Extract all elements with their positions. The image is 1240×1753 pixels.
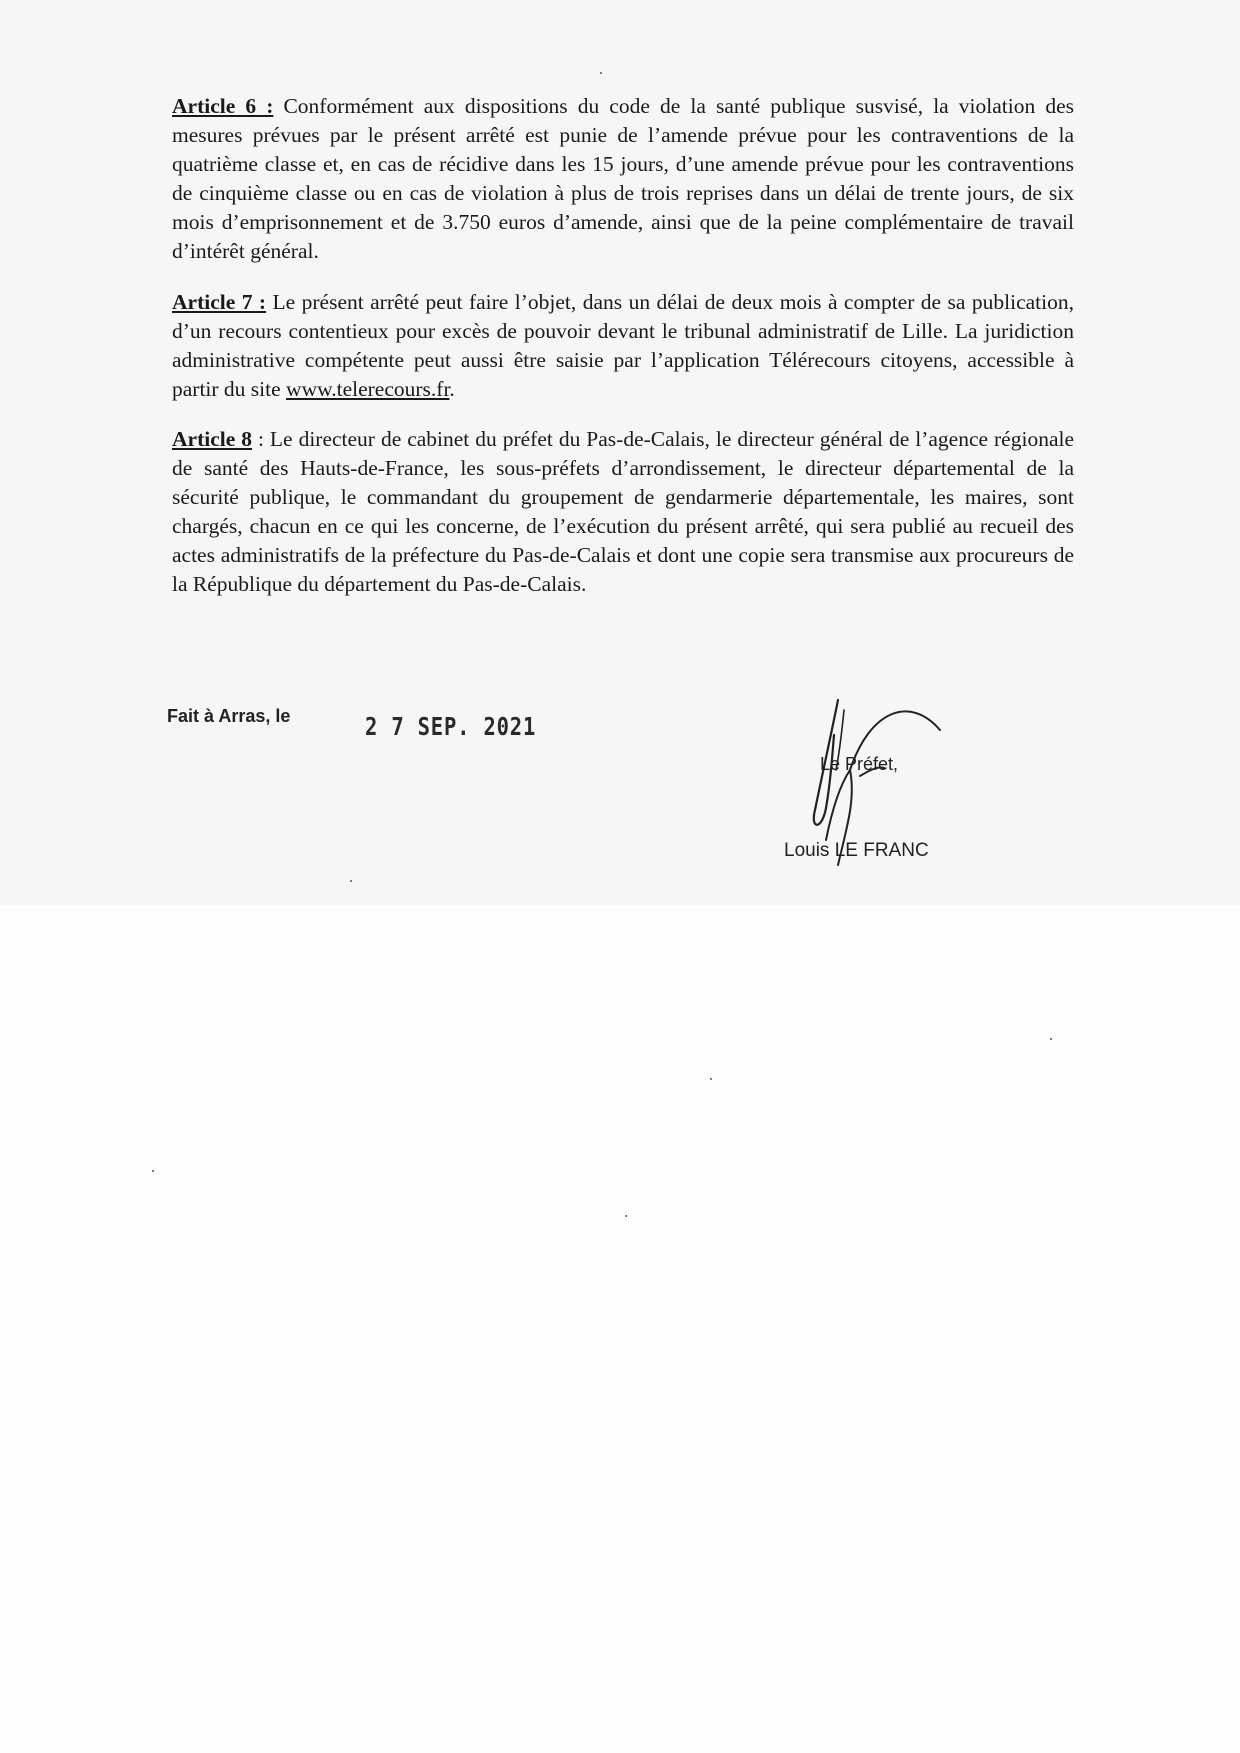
article-6-label: Article 6 : (172, 94, 274, 118)
article-7-text-end: . (449, 377, 455, 401)
article-8-text: : Le directeur de cabinet du préfet du Pas-de-Calais, le directeur général de l’agence régionale de santé des Hauts-de-France, les sous-préfets d’arrondissement, le directeur départemental de la sécurité publique, le commandant du groupement de gendarmerie départementale, les maires, sont chargés, chacun en ce qui les concerne, de l’exécution du présent arrêté, qui sera publié au recueil des actes administratifs de la préfecture du Pas-de-Calais et dont une copie sera transmise aux procureurs de la République du département du Pas-de-Calais. (172, 427, 1075, 596)
scan-speck (710, 1078, 712, 1080)
article-8-label: Article 8 (172, 427, 252, 451)
article-6 (172, 92, 1074, 266)
article-6-text: Conformément aux dispositions du code de la santé publique susvisé, la violation des mesures prévues par le présent arrêté est punie de l’amende prévue pour les contraventions de la quatrième classe et, en cas de récidive dans les 15 jours, d’une amende prévue pour les contraventions de cinquième classe ou en cas de violation à plus de trois reprises dans un délai de trente jours, de six mois d’emprisonnement et de 3.750 euros d’amende, ainsi que de la peine complémentaire de travail d’intérêt général. (172, 94, 1075, 263)
article-7 (172, 288, 1074, 404)
telerecours-link[interactable]: www.telerecours.fr (286, 377, 450, 401)
scan-speck (350, 880, 352, 882)
prefect-title: Le Préfet, (820, 754, 899, 774)
scan-speck (625, 1215, 627, 1217)
prefect-name: Louis LE FRANC (784, 840, 929, 861)
scan-speck (1050, 1038, 1052, 1040)
article-7-text: Le présent arrêté peut faire l’objet, dans un délai de deux mois à compter de sa publication, d’un recours contentieux pour excès de pouvoir devant le tribunal administratif de Lille. La juridiction administrative compétente peut aussi être saisie par l’application Télérecours citoyens, accessible à partir du site (172, 290, 1074, 401)
scan-speck (152, 1170, 154, 1172)
date-stamp: 2 7 SEP. 2021 (365, 712, 537, 741)
scan-speck (600, 72, 602, 74)
place-of-signature: Fait à Arras, le (167, 706, 291, 726)
article-7-label: Article 7 : (172, 290, 267, 314)
article-8 (172, 425, 1074, 599)
